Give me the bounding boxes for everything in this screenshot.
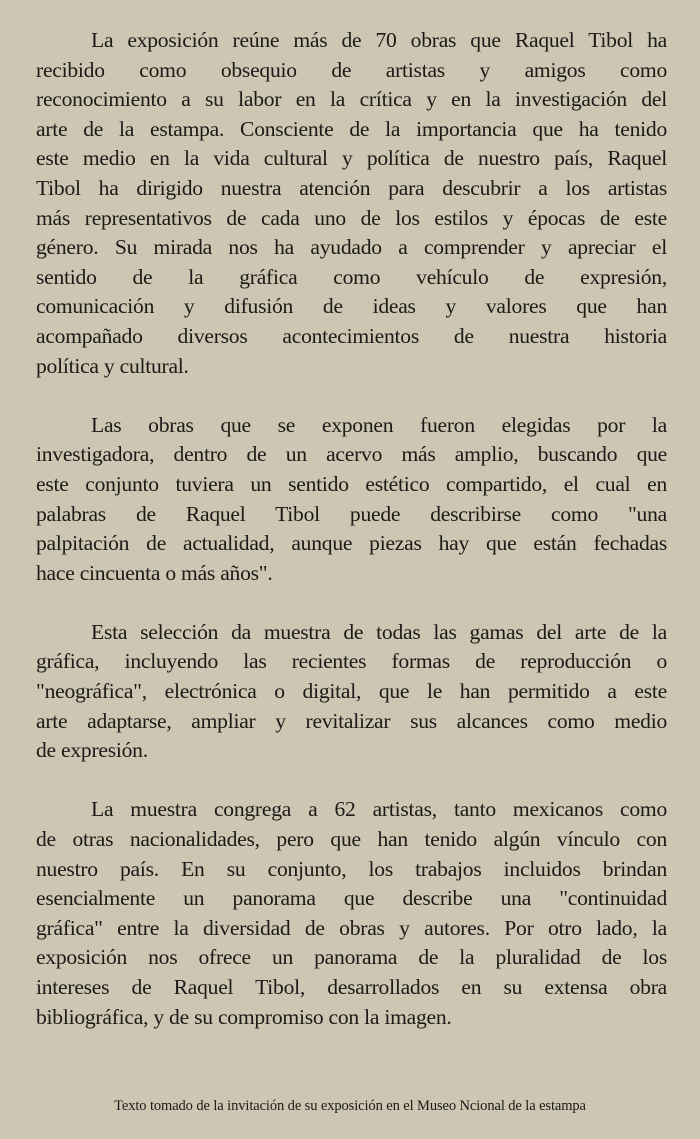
text-line: arte de la estampa. Consciente de la importancia que ha tenido <box>36 116 667 141</box>
text-line: comunicación y difusión de ideas y valores que han <box>36 294 667 319</box>
text-line: arte adaptarse, ampliar y revitalizar sus alcances como medio <box>36 708 667 733</box>
text-line: palabras de Raquel Tibol puede describirse como "una <box>36 501 667 526</box>
text-line: investigadora, dentro de un acervo más amplio, buscando que <box>36 442 667 467</box>
text-line: sentido de la gráfica como vehículo de expresión, <box>36 264 667 289</box>
text-line: hace cincuenta o más años". <box>36 560 273 585</box>
text-line: este medio en la vida cultural y política de nuestro país, Raquel <box>36 146 667 171</box>
text-line: recibido como obsequio de artistas y amigos como <box>36 57 667 82</box>
text-line: reconocimiento a su labor en la crítica y en la investigación del <box>36 87 667 112</box>
document-body <box>36 26 667 1062</box>
text-line: Tibol ha dirigido nuestra atención para descubrir a los artistas <box>36 175 667 200</box>
text-line: esencialmente un panorama que describe una "continuidad <box>36 886 667 911</box>
text-line: "neográfica", electrónica o digital, que le han permitido a este <box>36 679 667 704</box>
source-footnote: Texto tomado de la invitación de su exposición en el Museo Ncional de la estampa <box>114 1098 586 1114</box>
text-line: nuestro país. En su conjunto, los trabajos incluidos brindan <box>36 856 667 881</box>
text-line: de expresión. <box>36 738 148 763</box>
text-line: La muestra congrega a 62 artistas, tanto mexicanos como <box>91 797 667 822</box>
text-line: palpitación de actualidad, aunque piezas hay que están fechadas <box>36 531 667 556</box>
text-line: acompañado diversos acontecimientos de nuestra historia <box>36 323 667 348</box>
paragraph <box>36 26 667 381</box>
text-line: política y cultural. <box>36 353 189 378</box>
text-line: Las obras que se exponen fueron elegidas por la <box>91 412 667 437</box>
text-line: La exposición reúne más de 70 obras que Raquel Tibol ha <box>91 28 667 52</box>
text-line: bibliográfica, y de su compromiso con la imagen. <box>36 1004 452 1029</box>
text-line: gráfica, incluyendo las recientes formas de reproducción o <box>36 649 667 674</box>
text-line: este conjunto tuviera un sentido estético compartido, el cual en <box>36 471 667 496</box>
paragraph <box>36 411 667 589</box>
text-line: exposición nos ofrece un panorama de la pluralidad de los <box>36 945 667 970</box>
paragraph <box>36 618 667 766</box>
text-line: de otras nacionalidades, pero que han tenido algún vínculo con <box>36 827 667 852</box>
text-line: gráfica" entre la diversidad de obras y autores. Por otro lado, la <box>36 915 667 940</box>
text-line: más representativos de cada uno de los estilos y épocas de este <box>36 205 667 230</box>
text-line: género. Su mirada nos ha ayudado a comprender y apreciar el <box>36 235 667 260</box>
paragraph <box>36 795 667 1032</box>
text-line: intereses de Raquel Tibol, desarrollados en su extensa obra <box>36 975 667 999</box>
text-line: Esta selección da muestra de todas las gamas del arte de la <box>91 619 667 644</box>
